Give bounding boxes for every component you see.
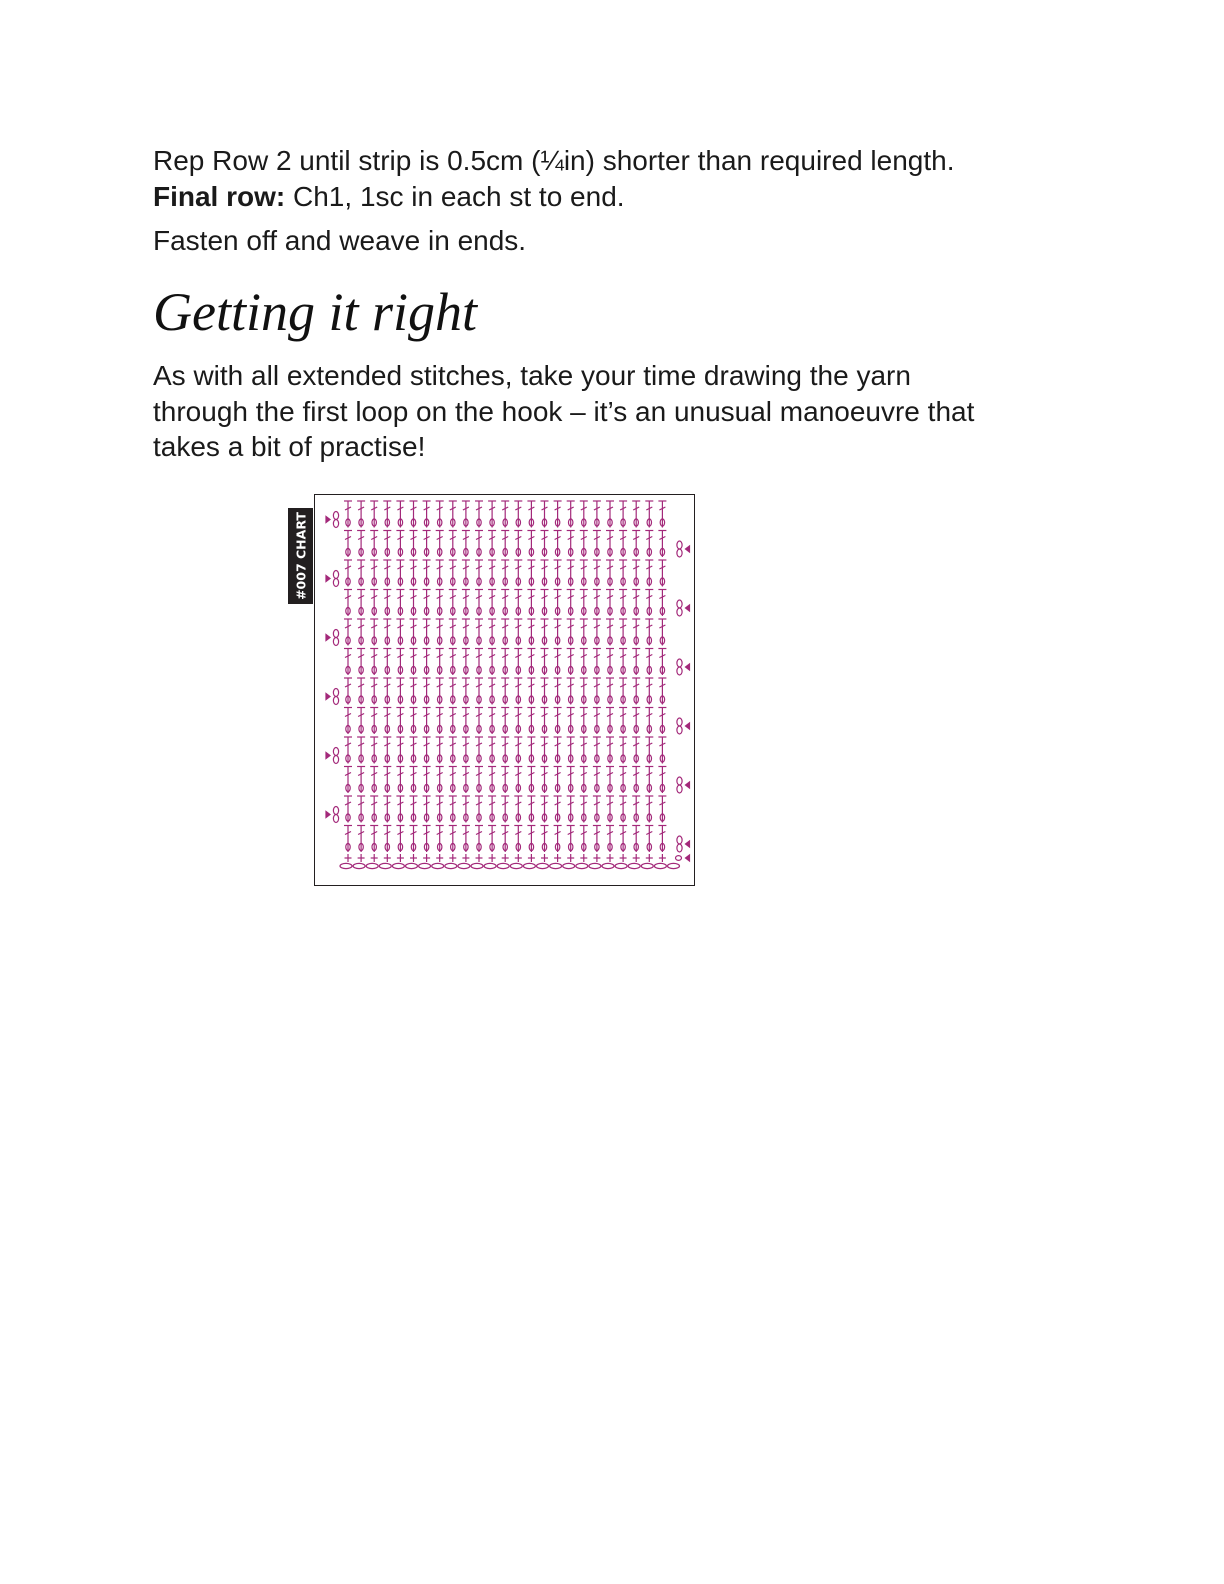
- row-direction-arrow: [686, 841, 690, 847]
- foundation-chain-stitch: [668, 863, 680, 868]
- foundation-chain-stitch: [563, 863, 575, 868]
- turning-chain-stitch: [677, 836, 682, 844]
- turning-chain-stitch: [677, 600, 682, 608]
- foundation-chain-stitch: [550, 863, 562, 868]
- row-direction-arrow: [686, 723, 690, 729]
- row-direction-arrow: [326, 812, 330, 818]
- row-direction-arrow: [326, 635, 330, 641]
- foundation-chain-stitch: [654, 863, 666, 868]
- foundation-chain-stitch: [406, 863, 418, 868]
- foundation-chain-stitch: [445, 863, 457, 868]
- foundation-chain-stitch: [589, 863, 601, 868]
- tip-paragraph: [153, 358, 974, 465]
- turning-chain-stitch: [333, 748, 338, 756]
- section-heading: Getting it right: [153, 282, 477, 342]
- turning-chain-stitch: [677, 659, 682, 667]
- row-direction-arrow: [326, 753, 330, 759]
- turning-chain-stitch: [677, 549, 682, 557]
- turning-chain-stitch: [333, 756, 338, 764]
- turning-chain-stitch: [333, 520, 338, 528]
- foundation-chain-stitch: [497, 863, 509, 868]
- row-direction-arrow: [686, 782, 690, 788]
- final-row-text: Ch1, 1sc in each st to end.: [285, 180, 625, 212]
- foundation-chain-stitch: [432, 863, 444, 868]
- foundation-chain-stitch: [602, 863, 614, 868]
- foundation-chain-stitch: [641, 863, 653, 868]
- foundation-chain-stitch: [615, 863, 627, 868]
- repeat-instruction: Rep Row 2 until strip is 0.5cm (¼in) shorter than required length.: [153, 145, 955, 176]
- turning-chain-stitch: [333, 815, 338, 823]
- foundation-chain-stitch: [537, 863, 549, 868]
- row-direction-arrow: [326, 576, 330, 582]
- turning-chain-stitch: [333, 807, 338, 815]
- row-direction-arrow: [686, 546, 690, 552]
- turning-chain-stitch: [333, 579, 338, 587]
- turning-chain-stitch: [676, 856, 682, 861]
- row-direction-arrow: [686, 605, 690, 611]
- chart-label-tab: [288, 508, 313, 604]
- row-direction-arrow: [326, 694, 330, 700]
- row-direction-arrow: [686, 664, 690, 670]
- row-direction-arrow: [686, 855, 690, 861]
- tip-line-3: takes a bit of practise!: [153, 431, 426, 462]
- turning-chain-stitch: [333, 512, 338, 520]
- foundation-chain-stitch: [628, 863, 640, 868]
- foundation-chain-stitch: [458, 863, 470, 868]
- final-row-label: Final row:: [153, 180, 286, 212]
- foundation-chain-stitch: [576, 863, 588, 868]
- instructions-block: [153, 143, 955, 214]
- row-direction-arrow: [326, 517, 330, 523]
- crochet-stitch-chart: [314, 494, 695, 886]
- turning-chain-stitch: [333, 571, 338, 579]
- foundation-chain-stitch: [419, 863, 431, 868]
- foundation-chain-stitch: [471, 863, 483, 868]
- foundation-chain-stitch: [523, 863, 535, 868]
- turning-chain-stitch: [677, 785, 682, 793]
- foundation-chain-stitch: [340, 863, 352, 868]
- turning-chain-stitch: [333, 638, 338, 646]
- turning-chain-stitch: [677, 667, 682, 675]
- fasten-off-instruction: Fasten off and weave in ends.: [153, 225, 527, 256]
- turning-chain-stitch: [677, 844, 682, 852]
- foundation-chain-stitch: [392, 863, 404, 868]
- foundation-chain-stitch: [510, 863, 522, 868]
- foundation-chain-stitch: [484, 863, 496, 868]
- stitch-chart-svg: [315, 495, 693, 884]
- turning-chain-stitch: [333, 697, 338, 705]
- tip-line-1: As with all extended stitches, take your time drawing the yarn: [153, 360, 911, 391]
- foundation-chain-stitch: [366, 863, 378, 868]
- foundation-chain-stitch: [379, 863, 391, 868]
- turning-chain-stitch: [677, 608, 682, 616]
- turning-chain-stitch: [333, 630, 338, 638]
- tip-line-2: through the first loop on the hook – it’s an unusual manoeuvre that: [153, 395, 975, 427]
- turning-chain-stitch: [677, 541, 682, 549]
- turning-chain-stitch: [333, 689, 338, 697]
- turning-chain-stitch: [677, 726, 682, 734]
- final-row-instruction: [153, 179, 955, 215]
- chart-label: #007 CHART: [293, 512, 308, 600]
- foundation-chain-stitch: [353, 863, 365, 868]
- turning-chain-stitch: [677, 777, 682, 785]
- turning-chain-stitch: [677, 718, 682, 726]
